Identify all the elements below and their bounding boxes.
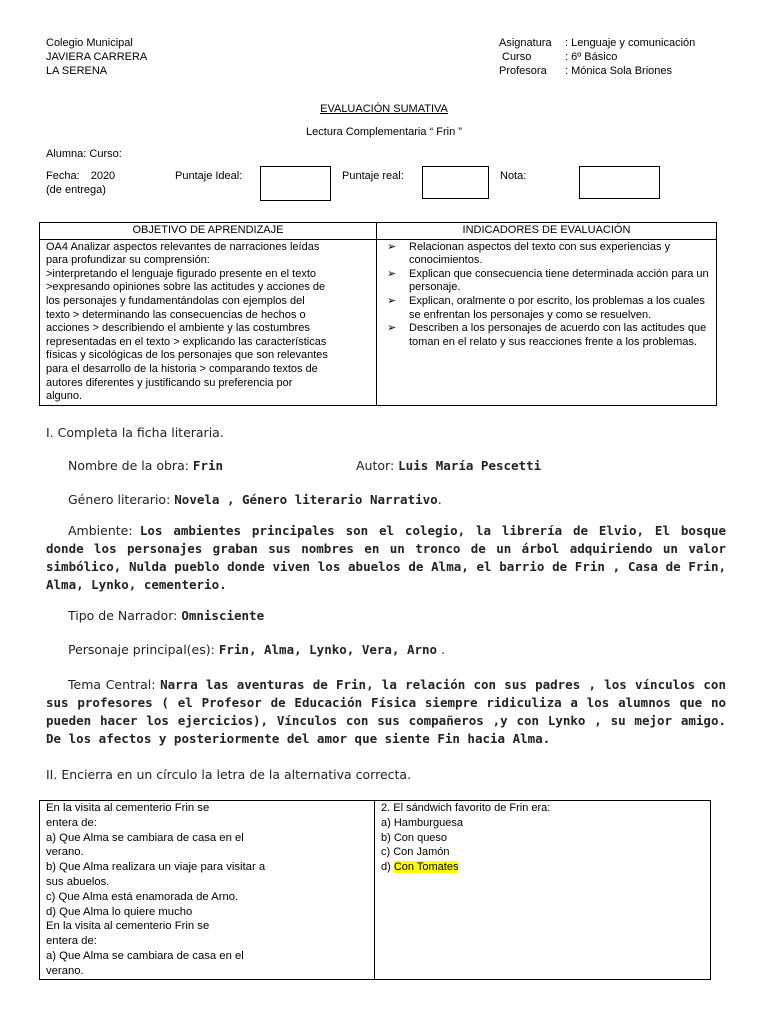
indicator-item: ➢ Explican que consecuencia tiene determinada acción para un personaje. (387, 267, 709, 294)
objective-line: >interpretando el lenguaje figurado presente en el texto (46, 267, 316, 280)
date-label: Fecha: (46, 170, 80, 182)
indicator-item: ➢ Explican, oralmente o por escrito, los problemas a los cuales se enfrentan los personajes y como se resuelven. (387, 294, 705, 321)
genre-value: Novela , Género literario Narrativo (174, 492, 438, 507)
student-line: Alumna: Curso: (46, 148, 122, 160)
date-block (46, 169, 115, 197)
option-line[interactable]: c) Que Alma está enamorada de Arno. (46, 890, 239, 903)
subject-label: Asignatura (499, 37, 552, 49)
indicator-item: ➢ Describen a los personajes de acuerdo con las actitudes que toman en el relato y sus reacciones frente a los problemas. (387, 322, 707, 348)
question-two-cell (375, 801, 711, 980)
option-line: verano. (46, 846, 84, 859)
option-line: verano. (46, 964, 84, 977)
teacher-row (499, 64, 695, 78)
genre-label: Género literario: (68, 492, 171, 507)
setting-value: Los ambientes principales son el colegio, la librería de Elvio, El bosque donde los personajes graban sus nombres en un tronco de un árbol adquiriendo un valor simbólico, Nulda pueblo donde viven los abuelos de Alma, el barrio de Frin , Casa de Frin, Alma, Lynko, cementerio. (46, 523, 727, 592)
question-line: En la visita al cementerio Frin se (46, 920, 210, 933)
narrator-value: Omnisciente (181, 608, 265, 623)
objective-line: acciones > describiendo el ambiente y las costumbres (46, 322, 310, 335)
objective-header: OBJETIVO DE APRENDIZAJE (40, 223, 377, 240)
option-b[interactable]: b) Con queso (381, 831, 448, 844)
objective-line: OA4 Analizar aspectos relevantes de narraciones leídas (46, 240, 320, 253)
question-two-text: 2. El sándwich favorito de Frin era: (381, 802, 551, 814)
date-note: (de entrega) (46, 184, 106, 196)
indicator-item: ➢ Relacionan aspectos del texto con sus experiencias y conocimientos. (387, 240, 671, 267)
objective-line: para el desarrollo de la historia > comparando textos de (46, 362, 318, 375)
narrator-row (68, 608, 264, 623)
setting-paragraph (46, 522, 726, 594)
main-characters-row: Personaje principal(es): Frin, Alma, Lynko, Vera, Arno . (68, 642, 446, 657)
author-row (356, 458, 541, 473)
school-branch: JAVIERA CARRERA (46, 51, 148, 63)
course-info (499, 36, 695, 78)
highlighted-answer: Con Tomates (393, 861, 459, 874)
course-row (499, 50, 695, 64)
option-line[interactable]: d) Que Alma lo quiere mucho (46, 905, 193, 918)
subject-row (499, 36, 695, 50)
exam-subtitle: Lectura Complementaria “ Frin ” (306, 126, 462, 138)
objective-line: los personajes y fundamentándolas con ejemplos del (46, 294, 305, 307)
arrow-bullet-icon: ➢ (387, 240, 397, 253)
question-line: entera de: (46, 816, 97, 829)
objective-cell (40, 239, 377, 405)
objective-line: alguno. (46, 390, 83, 403)
option-line[interactable]: a) Que Alma se cambiara de casa en el (46, 949, 244, 962)
setting-label: Ambiente: (68, 523, 133, 538)
option-d[interactable]: d) Con Tomates (381, 861, 459, 874)
course-value: : 6º Básico (565, 51, 618, 63)
real-score-label: Puntaje real: (342, 170, 404, 182)
section-two-heading: II. Encierra en un círculo la letra de la alternativa correcta. (46, 767, 412, 782)
school-name: Colegio Municipal (46, 37, 133, 49)
objective-line: >expresando opiniones sobre las actitudes y acciones de (46, 281, 326, 294)
objective-line: físicas y sicológicas de los personajes que son relevantes (46, 349, 328, 362)
author-label: Autor: (356, 458, 395, 473)
option-line[interactable]: a) Que Alma se cambiara de casa en el (46, 831, 244, 844)
real-score-box[interactable] (422, 166, 489, 199)
ideal-score-box[interactable] (260, 166, 331, 201)
objective-line: representadas en el texto > explicando las características (46, 335, 327, 348)
main-characters-value: Frin, Alma, Lynko, Vera, Arno (218, 642, 438, 657)
question-line: En la visita al cementerio Frin se (46, 802, 210, 814)
objectives-table (39, 222, 717, 406)
main-characters-label: Personaje principal(es): (68, 642, 215, 657)
objective-line: texto > determinando las consecuencias de hechos o (46, 308, 306, 321)
option-line: sus abuelos. (46, 875, 110, 888)
indicators-cell (377, 239, 717, 405)
ideal-score-label: Puntaje Ideal: (175, 170, 243, 182)
work-title-row (68, 458, 223, 473)
indicators-list (383, 241, 710, 350)
school-info (46, 36, 147, 78)
teacher-value: : Mónica Sola Briones (565, 65, 672, 77)
section-one-heading: I. Completa la ficha literaria. (46, 425, 224, 440)
date-value: 2020 (90, 170, 116, 182)
indicators-header: INDICADORES DE EVALUACIÓN (377, 223, 717, 240)
theme-paragraph (46, 676, 726, 748)
course-label: Curso (502, 51, 532, 63)
option-c[interactable]: c) Con Jamón (381, 846, 450, 859)
arrow-bullet-icon: ➢ (387, 322, 397, 335)
narrator-label: Tipo de Narrador: (68, 608, 178, 623)
objective-line: autores diferentes y justificando su preferencia por (46, 376, 293, 389)
subject-value: : Lenguaje y comunicación (565, 37, 696, 49)
school-city: LA SERENA (46, 65, 108, 77)
objective-line: para profundizar su comprensión: (46, 254, 210, 267)
grade-box[interactable] (579, 166, 660, 199)
arrow-bullet-icon: ➢ (387, 294, 397, 307)
theme-value: Narra las aventuras de Frin, la relación con sus padres , los vínculos con sus profesores ( el Profesor de Educación Física siempre ridiculiza a los alumnos que no pueden hacer los ejercicios), Vínculos con sus compañeros ,y con Lynko , su mejor amigo. De los afectos y posteriormente del amor que siente Fin hacia Alma. (46, 677, 726, 746)
arrow-bullet-icon: ➢ (387, 267, 397, 280)
questions-table (39, 800, 711, 980)
option-a[interactable]: a) Hamburguesa (381, 816, 463, 829)
genre-row: Género literario: Novela , Género literario Narrativo. (68, 492, 442, 507)
exam-title: EVALUACIÓN SUMATIVA (320, 103, 448, 115)
teacher-label: Profesora (499, 65, 547, 77)
question-one-cell (40, 801, 375, 980)
work-title-label: Nombre de la obra: (68, 458, 189, 473)
option-line[interactable]: b) Que Alma realizara un viaje para visitar a (46, 861, 266, 874)
author-value: Luis María Pescetti (398, 458, 542, 473)
work-title-value: Frin (192, 458, 224, 473)
question-line: entera de: (46, 935, 97, 948)
grade-label: Nota: (500, 170, 527, 182)
theme-label: Tema Central: (68, 677, 156, 692)
